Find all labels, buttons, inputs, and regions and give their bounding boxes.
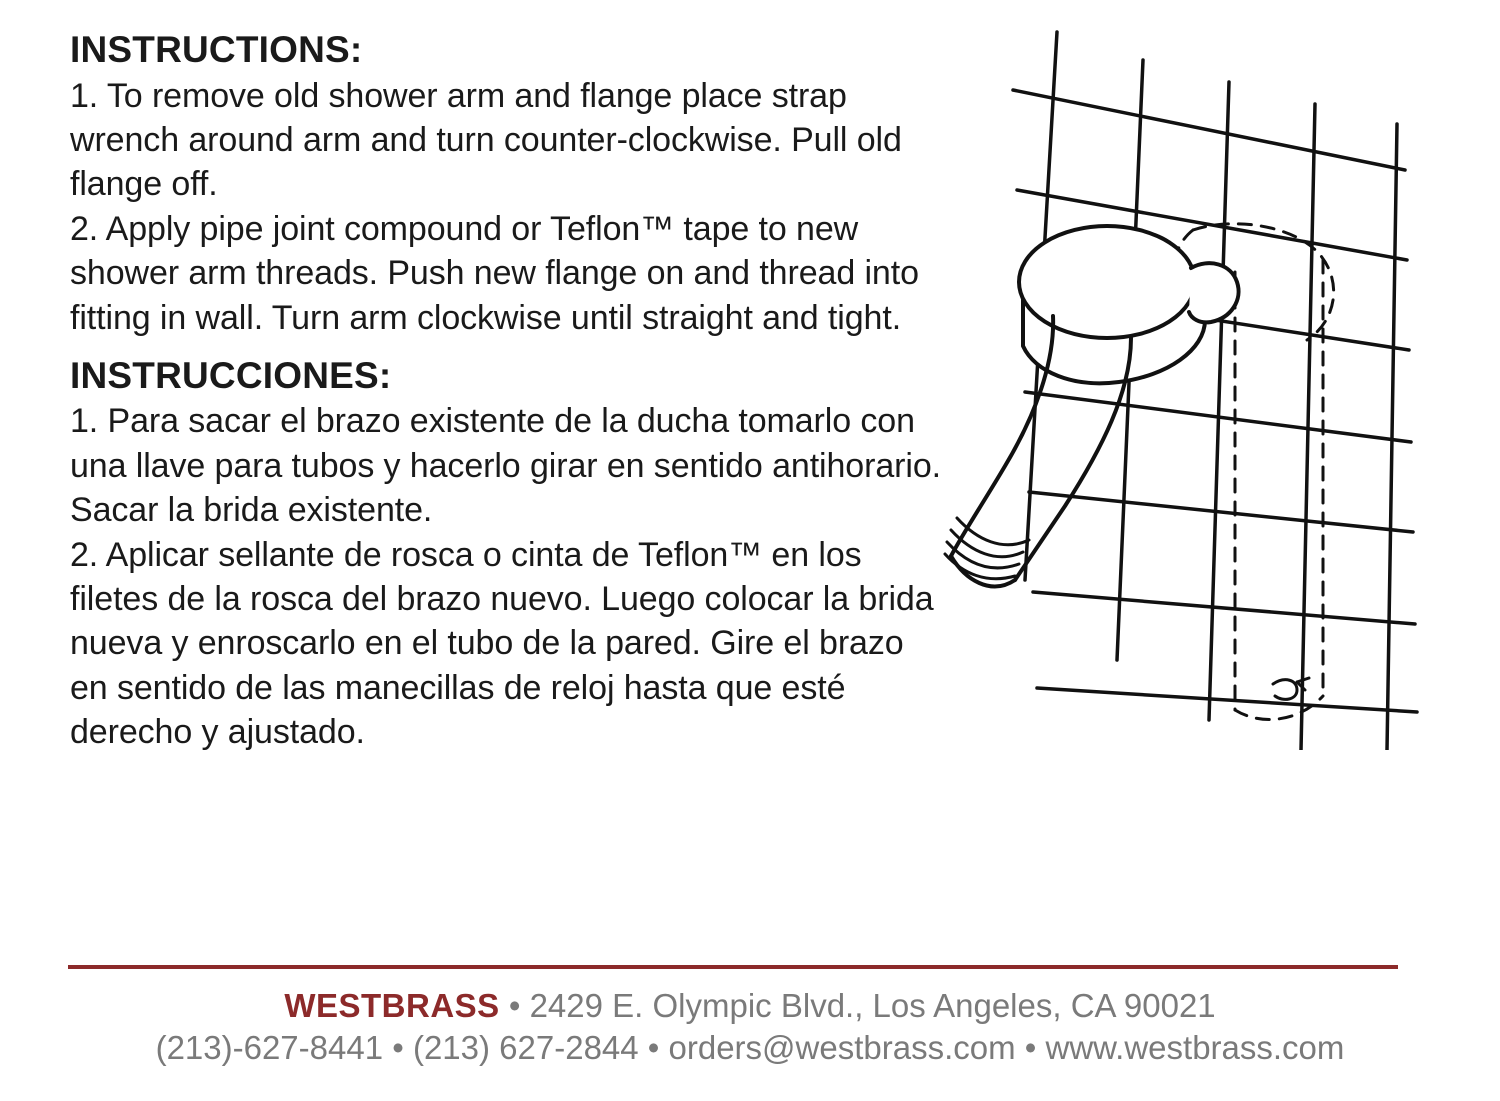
english-heading: INSTRUCTIONS: [70,29,363,70]
footer-address-line [0,985,1500,1027]
english-step-1: 1. To remove old shower arm and flange place strap wrench around arm and turn counter-clockwise. Pull old flange off. [70,76,902,204]
footer-address: • 2429 E. Olympic Blvd., Los Angeles, CA 90021 [508,987,1216,1024]
spanish-step-1: 1. Para sacar el brazo existente de la ducha tomarlo con una llave para tubos y hacerlo girar en sentido antihorario. Sacar la brida existente. [70,402,941,529]
footer-contact: (213)-627-8441 • (213) 627-2844 • orders@westbrass.com • www.westbrass.com [155,1029,1345,1067]
spanish-heading: INSTRUCCIONES: [70,354,392,396]
footer [0,985,1500,1069]
shower-arm-flange-diagram [905,20,1425,750]
brand-name: WESTBRASS [284,987,500,1024]
english-step-2: 2. Apply pipe joint compound or Teflon™ tape to new shower arm threads. Push new flange on and thread into fitting in wall. Turn arm clockwise until straight and tight. [70,210,919,337]
footer-divider [68,965,1398,969]
spanish-step-2: 2. Aplicar sellante de rosca o cinta de Teflon™ en los filetes de la rosca del brazo nuevo. Luego colocar la brida nueva y enroscarlo en el tubo de la pared. Gire el brazo en sentido de las manecillas de reloj hasta que esté derecho y ajustado. [70,536,934,751]
instructions-text-column [70,28,950,755]
